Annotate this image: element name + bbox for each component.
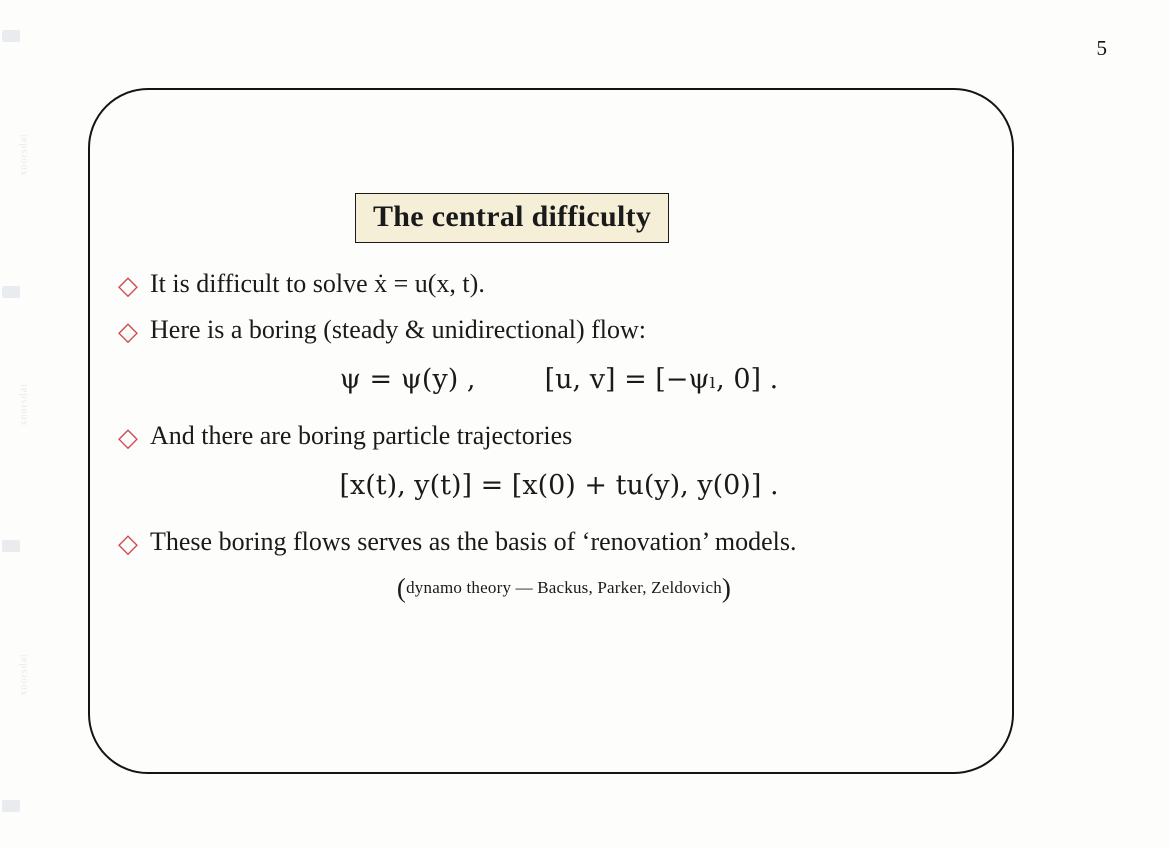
- diamond-bullet-icon: ◇: [118, 528, 138, 558]
- list-item: [118, 527, 1000, 558]
- scan-margin-artifacts: [0, 0, 40, 848]
- list-item: [118, 421, 1000, 452]
- slide-title: The central difficulty: [355, 193, 669, 243]
- page-number: 5: [1096, 36, 1107, 60]
- diamond-bullet-icon: ◇: [118, 422, 138, 452]
- equation-2-text: [x(t), y(t)] = [x(0) + tu(y), y(0)] .: [339, 469, 779, 501]
- bullet-text: And there are boring particle trajectories: [150, 420, 573, 450]
- footnote-open-paren: (: [396, 573, 407, 604]
- footnote-text: dynamo theory — Backus, Parker, Zeldovich: [406, 578, 722, 598]
- list-item: [118, 269, 1000, 300]
- equation-1-left: ψ = ψ(y) ,: [339, 363, 476, 395]
- bullet-text: These boring flows serves as the basis of ‘renovation’ models.: [150, 526, 797, 556]
- bullet-text: It is difficult to solve ẋ = u(x, t).: [150, 268, 485, 298]
- diamond-bullet-icon: ◇: [118, 317, 138, 347]
- list-item: [118, 315, 1000, 346]
- footnote-close-paren: ): [721, 573, 732, 604]
- margin-watermark: xnorsdat: [18, 133, 30, 176]
- bullet-text: Here is a boring (steady & unidirectional) flow:: [150, 315, 647, 345]
- margin-watermark: xnorsdat: [18, 653, 30, 696]
- diamond-bullet-icon: ◇: [118, 270, 138, 300]
- bullet-list: [110, 269, 1000, 605]
- equation-1: [118, 364, 1000, 395]
- margin-watermark: xnorsdat: [18, 383, 30, 426]
- footnote: [128, 573, 1000, 604]
- equation-2: [118, 470, 1000, 501]
- equation-1-right: [u, v] = [−ψₗ, 0] .: [544, 363, 779, 395]
- slide-content: [110, 110, 1000, 760]
